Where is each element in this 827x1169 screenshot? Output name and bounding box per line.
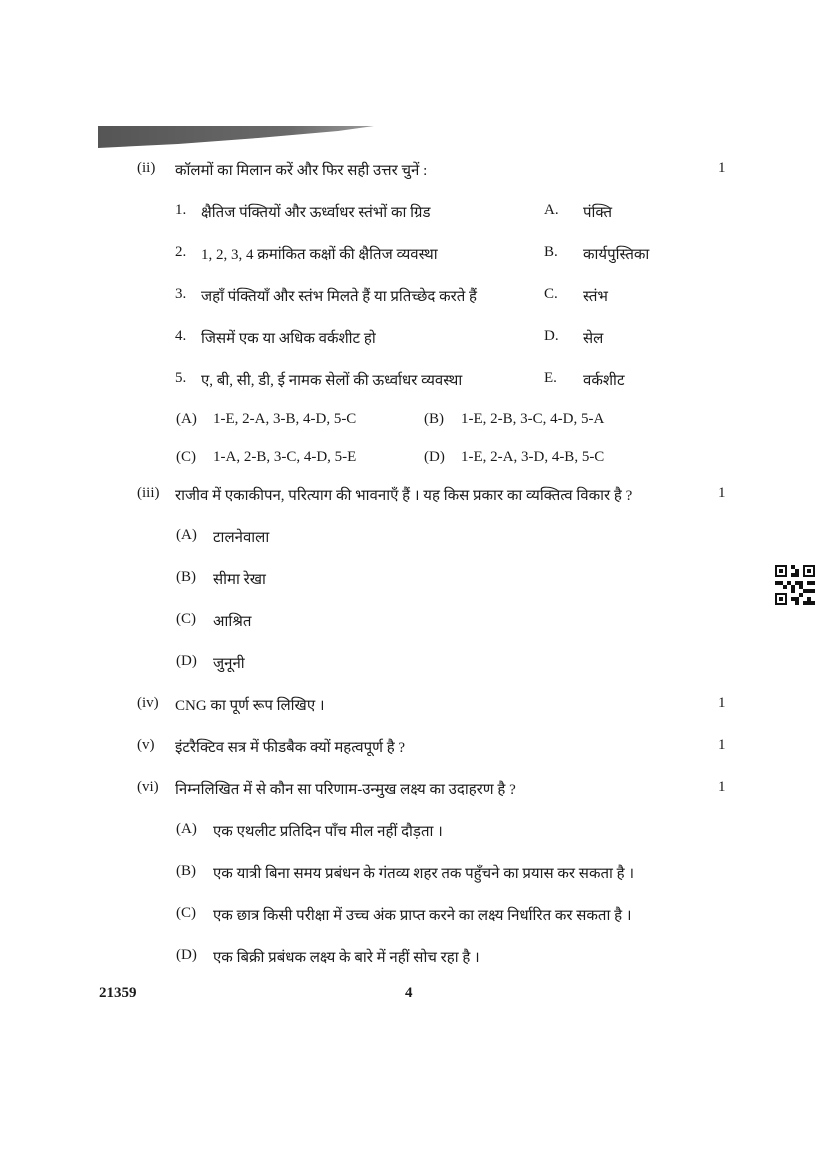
question-marks: 1 — [718, 737, 726, 753]
question-text: निम्नलिखित में से कौन सा परिणाम-उन्मुख लक्ष्य का उदाहरण है ? — [175, 782, 516, 798]
column-b-text: स्तंभ — [583, 289, 608, 305]
option-text: 1-E, 2-A, 3-D, 4-B, 5-C — [461, 449, 605, 465]
option-label: (D) — [176, 653, 197, 669]
question-marks: 1 — [718, 160, 726, 176]
option-text: सीमा रेखा — [213, 572, 266, 588]
option-label: (A) — [176, 821, 197, 837]
column-a-text: ए, बी, सी, डी, ई नामक सेलों की ऊर्ध्वाधर व्यवस्था — [201, 373, 463, 389]
option-text: 1-E, 2-A, 3-B, 4-D, 5-C — [213, 411, 357, 427]
option-text: एक छात्र किसी परीक्षा में उच्च अंक प्राप्त करने का लक्ष्य निर्धारित कर सकता है । — [213, 908, 632, 924]
option-label: (D) — [424, 449, 445, 465]
column-b-letter: B. — [544, 244, 558, 260]
option-text: एक एथलीट प्रतिदिन पाँच मील नहीं दौड़ता । — [213, 824, 443, 840]
column-a-text: 1, 2, 3, 4 क्रमांकित कक्षों की क्षैतिज व्यवस्था — [201, 247, 438, 263]
question-number: (ii) — [137, 160, 156, 176]
column-a-number: 5. — [175, 370, 187, 386]
option-text: टालनेवाला — [213, 530, 270, 546]
column-b-letter: C. — [544, 286, 558, 302]
column-a-number: 4. — [175, 328, 187, 344]
question-marks: 1 — [718, 485, 726, 501]
question-text: राजीव में एकाकीपन, परित्याग की भावनाएँ हैं । यह किस प्रकार का व्यक्तित्व विकार है ? — [175, 488, 633, 504]
column-a-number: 2. — [175, 244, 187, 260]
column-b-text: सेल — [583, 331, 604, 347]
question-text: CNG का पूर्ण रूप लिखिए । — [175, 698, 325, 714]
question-marks: 1 — [718, 695, 726, 711]
option-label: (B) — [424, 411, 444, 427]
question-number: (iii) — [137, 485, 160, 501]
column-b-letter: D. — [544, 328, 559, 344]
option-label: (C) — [176, 449, 196, 465]
question-text: इंटरैक्टिव सत्र में फीडबैक क्यों महत्वपूर्ण है ? — [175, 740, 406, 756]
column-a-text: जिसमें एक या अधिक वर्कशीट हो — [201, 331, 376, 347]
question-text: कॉलमों का मिलान करें और फिर सही उत्तर चुनें : — [175, 163, 428, 179]
column-b-text: कार्यपुस्तिका — [583, 247, 650, 263]
option-text: 1-E, 2-B, 3-C, 4-D, 5-A — [461, 411, 605, 427]
column-b-text: पंक्ति — [583, 205, 612, 221]
paper-code: 21359 — [99, 985, 137, 1001]
question-number: (v) — [137, 737, 155, 753]
column-b-letter: E. — [544, 370, 557, 386]
column-a-number: 3. — [175, 286, 187, 302]
question-marks: 1 — [718, 779, 726, 795]
qr-code-icon — [775, 565, 815, 605]
option-text: आश्रित — [213, 614, 252, 630]
option-text: 1-A, 2-B, 3-C, 4-D, 5-E — [213, 449, 357, 465]
header-bar — [98, 126, 374, 148]
column-b-letter: A. — [544, 202, 559, 218]
column-b-text: वर्कशीट — [583, 373, 625, 389]
column-a-text: क्षैतिज पंक्तियों और ऊर्ध्वाधर स्तंभों का ग्रिड — [201, 205, 431, 221]
option-label: (C) — [176, 905, 196, 921]
option-label: (C) — [176, 611, 196, 627]
page-number: 4 — [405, 985, 413, 1001]
column-a-number: 1. — [175, 202, 187, 218]
option-text: जुनूनी — [213, 656, 245, 672]
option-text: एक बिक्री प्रबंधक लक्ष्य के बारे में नहीं सोच रहा है । — [213, 950, 480, 966]
question-number: (vi) — [137, 779, 159, 795]
option-label: (B) — [176, 569, 196, 585]
option-label: (B) — [176, 863, 196, 879]
column-a-text: जहाँ पंक्तियाँ और स्तंभ मिलते हैं या प्रतिच्छेद करते हैं — [201, 289, 477, 305]
option-label: (A) — [176, 411, 197, 427]
option-label: (A) — [176, 527, 197, 543]
option-label: (D) — [176, 947, 197, 963]
question-number: (iv) — [137, 695, 159, 711]
option-text: एक यात्री बिना समय प्रबंधन के गंतव्य शहर तक पहुँचने का प्रयास कर सकता है । — [213, 866, 635, 882]
